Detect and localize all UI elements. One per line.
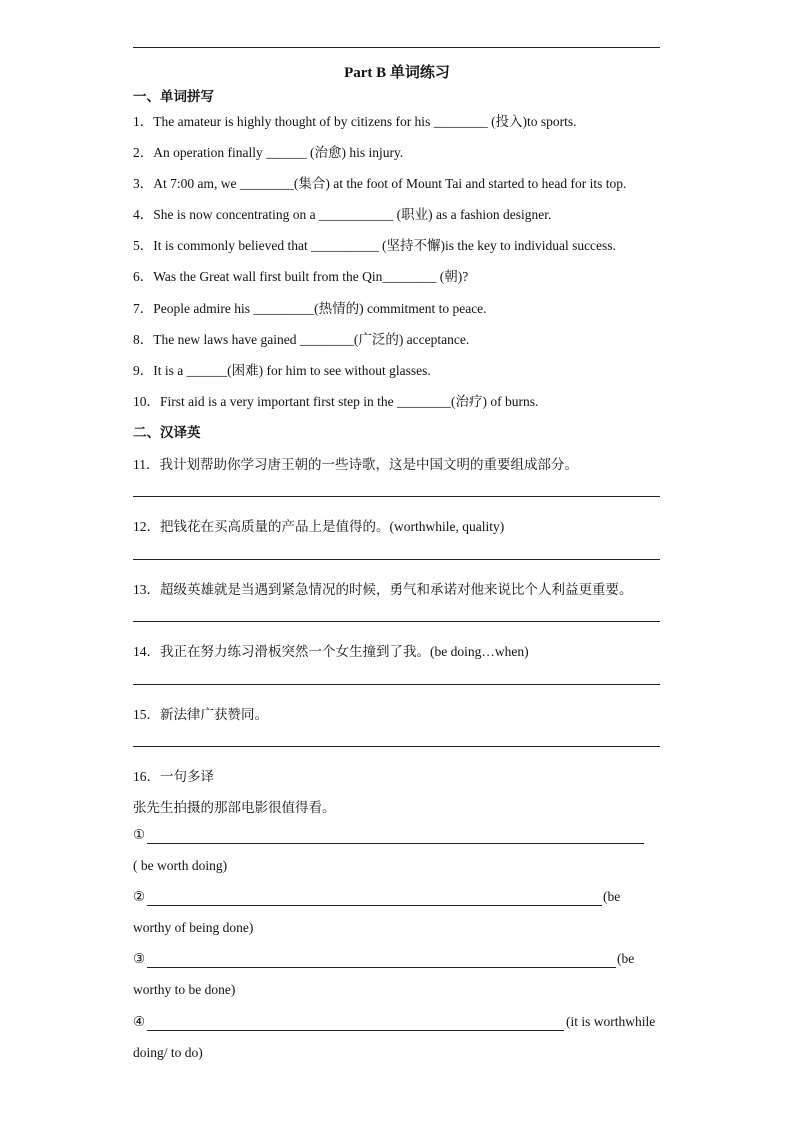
marker-3: ③ bbox=[133, 951, 146, 966]
hint-3a: (be bbox=[617, 951, 635, 966]
hint-3b: worthy to be done) bbox=[133, 982, 236, 997]
marker-1: ① bbox=[133, 827, 146, 842]
question-16-sentence: 张先生拍摄的那部电影很值得看。 bbox=[133, 800, 336, 815]
question-5: 5．It is commonly believed that __________ (坚持不懈)is the key to individual success. bbox=[133, 238, 616, 253]
question-8: 8．The new laws have gained ________(广泛的) acceptance. bbox=[133, 332, 470, 347]
question-2: 2．An operation finally ______ (治愈) his injury. bbox=[133, 145, 404, 160]
question-6: 6．Was the Great wall first built from the Qin________ (朝)? bbox=[133, 269, 469, 284]
answer-line-13[interactable] bbox=[133, 621, 660, 622]
question-16: 16．一句多译 bbox=[133, 769, 214, 784]
question-4: 4．She is now concentrating on a ___________ (职业) as a fashion designer. bbox=[133, 207, 552, 222]
answer-line-16-2[interactable] bbox=[147, 905, 602, 906]
hint-2b: worthy of being done) bbox=[133, 920, 254, 935]
hint-2a: (be bbox=[603, 889, 621, 904]
question-13: 13．超级英雄就是当遇到紧急情况的时候，勇气和承诺对他来说比个人利益更重要。 bbox=[133, 582, 633, 597]
answer-line-16-1[interactable] bbox=[147, 843, 644, 844]
question-1: 1．The amateur is highly thought of by citizens for his ________ (投入)to sports. bbox=[133, 114, 577, 129]
question-11: 11．我计划帮助你学习唐王朝的一些诗歌，这是中国文明的重要组成部分。 bbox=[133, 457, 578, 472]
question-15: 15．新法律广获赞同。 bbox=[133, 707, 268, 722]
section-heading-spelling: 一、单词拼写 bbox=[133, 89, 214, 104]
answer-line-11[interactable] bbox=[133, 496, 660, 497]
hint-4a: (it is worthwhile bbox=[566, 1014, 656, 1029]
question-10: 10．First aid is a very important first step in the ________(治疗) of burns. bbox=[133, 394, 539, 409]
answer-line-12[interactable] bbox=[133, 559, 660, 560]
answer-line-16-4[interactable] bbox=[147, 1030, 564, 1031]
marker-4: ④ bbox=[133, 1014, 146, 1029]
marker-2: ② bbox=[133, 889, 146, 904]
section-heading-translation: 二、汉译英 bbox=[133, 425, 201, 440]
question-12: 12．把钱花在买高质量的产品上是值得的。(worthwhile, quality) bbox=[133, 519, 505, 534]
question-9: 9．It is a ______(困难) for him to see without glasses. bbox=[133, 363, 431, 378]
question-7: 7．People admire his _________(热情的) commitment to peace. bbox=[133, 301, 487, 316]
question-3: 3．At 7:00 am, we ________(集合) at the foot of Mount Tai and started to head for its top. bbox=[133, 176, 627, 191]
header-rule bbox=[133, 47, 660, 48]
answer-line-16-3[interactable] bbox=[147, 967, 616, 968]
hint-4b: doing/ to do) bbox=[133, 1045, 203, 1060]
question-14: 14．我正在努力练习滑板突然一个女生撞到了我。(be doing…when) bbox=[133, 644, 529, 659]
page-title: Part B 单词练习 bbox=[344, 65, 450, 81]
answer-line-15[interactable] bbox=[133, 746, 660, 747]
answer-line-14[interactable] bbox=[133, 684, 660, 685]
hint-1: ( be worth doing) bbox=[133, 858, 228, 873]
